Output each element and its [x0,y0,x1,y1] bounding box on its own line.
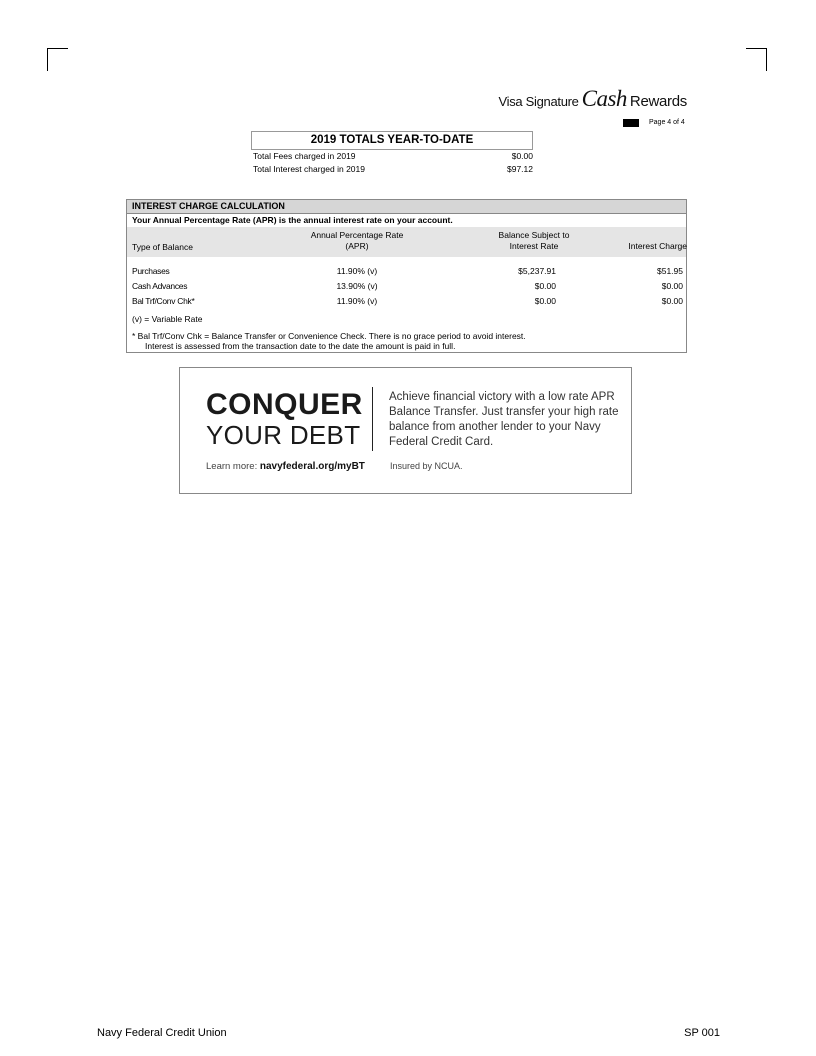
ytd-row-value: $0.00 [511,151,533,161]
header-interest-charge: Interest Charge [628,241,687,251]
footnote-line1: * Bal Trf/Conv Chk = Balance Transfer or Convenience Check. There is no grace period to avoid interest. [132,331,526,341]
cell-balance: $0.00 [534,296,556,306]
crop-mark-top-right [746,48,767,71]
table-row [127,281,686,296]
cell-apr: 11.90% (v) [336,266,378,276]
ad-learn-link[interactable]: navyfederal.org/myBT [259,461,365,472]
interest-table-title: INTEREST CHARGE CALCULATION [127,200,686,214]
brand-suffix: Rewards [629,93,687,110]
ytd-row-value: $97.12 [507,164,533,174]
header-apr [287,230,427,252]
table-row [127,296,686,311]
header-type-of-balance: Type of Balance [132,242,193,252]
cell-type: Cash Advances [132,281,188,291]
header-balance-subject [469,230,599,252]
cell-charge: $51.95 [657,266,683,276]
footer-code: SP 001 [684,1027,720,1039]
ytd-row-label: Total Interest charged in 2019 [253,164,365,174]
visa-signature-cash-rewards-logo [498,86,687,112]
header-bal-line1: Balance Subject to [498,230,570,240]
ad-headline-your-debt: YOUR DEBT [206,420,361,450]
cell-charge: $0.00 [661,281,683,291]
ad-headline-conquer: CONQUER [206,388,363,421]
header-apr-line1: Annual Percentage Rate [310,230,404,240]
ytd-totals-box [251,131,533,176]
crop-mark-top-left [47,48,68,71]
interest-table-subtitle: Your Annual Percentage Rate (APR) is the annual interest rate on your account. [132,215,453,225]
interest-table-body [127,266,686,311]
ytd-row [251,150,533,163]
footer-institution-name: Navy Federal Credit Union [97,1027,227,1039]
ytd-row-label: Total Fees charged in 2019 [253,151,356,161]
cell-apr: 13.90% (v) [336,281,378,291]
cell-balance: $5,237.91 [518,266,556,276]
balance-transfer-footnote [132,331,526,351]
ad-insured-ncua: Insured by NCUA. [390,461,463,471]
cell-balance: $0.00 [534,281,556,291]
cell-charge: $0.00 [661,296,683,306]
ad-body-text: Achieve financial victory with a low rate APR Balance Transfer. Just transfer your high rate balance from another lender to your Navy Federal Credit Card. [389,391,619,448]
footnote-line2: Interest is assessed from the transaction date to the date the amount is paid in full. [145,341,456,351]
page-number: Page 4 of 4 [649,119,685,126]
variable-rate-note: (v) = Variable Rate [132,314,203,324]
redaction-block [623,119,639,127]
ytd-row [251,163,533,176]
header-apr-line2: (APR) [345,241,369,251]
ytd-title: 2019 TOTALS YEAR-TO-DATE [251,131,533,150]
ad-learn-prefix: Learn more: [206,461,258,472]
brand-script: Cash [581,86,627,111]
interest-charge-calculation-table [126,199,687,353]
ad-learn-more [206,461,365,472]
balance-transfer-ad [179,367,632,494]
interest-table-header [127,227,686,257]
ad-divider [372,387,373,451]
cell-type: Purchases [132,266,170,276]
cell-type: Bal Trf/Conv Chk* [132,296,195,306]
header-bal-line2: Interest Rate [509,241,559,251]
cell-apr: 11.90% (v) [336,296,378,306]
table-row [127,266,686,281]
brand-prefix: Visa Signature [498,94,579,109]
